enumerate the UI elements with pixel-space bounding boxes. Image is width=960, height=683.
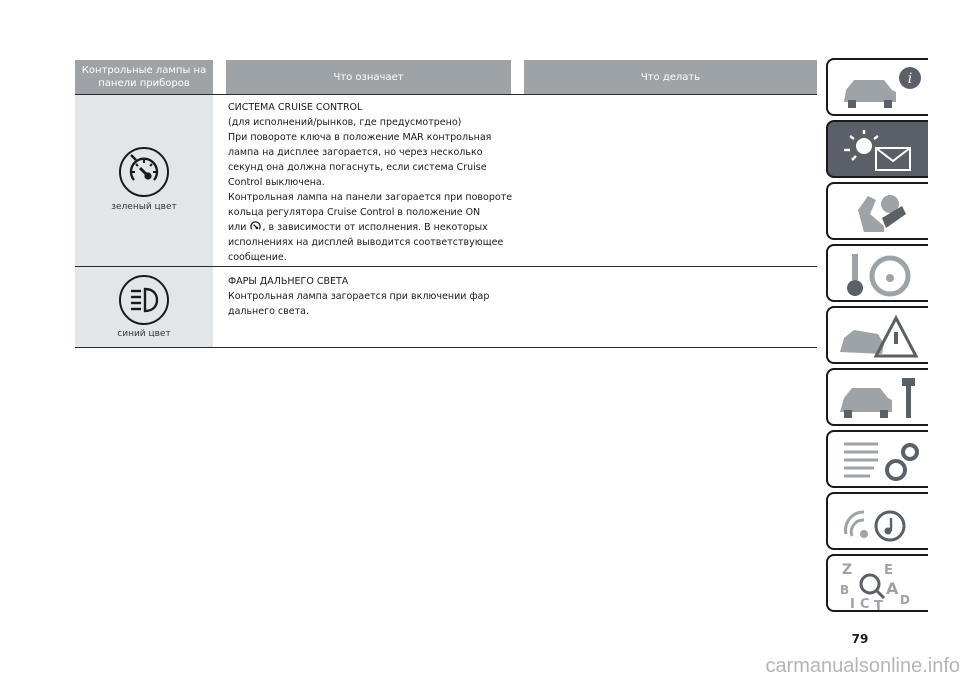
specs-gears-icon — [834, 436, 924, 486]
svg-text:D: D — [900, 593, 910, 607]
table-row-cruise-control — [75, 95, 817, 267]
svg-text:I: I — [850, 597, 855, 610]
table-row-high-beam — [75, 267, 817, 348]
car-wrench-icon — [834, 374, 924, 424]
tab-technical-data[interactable] — [826, 430, 928, 488]
car-info-icon — [834, 64, 924, 114]
svg-text:Z: Z — [842, 562, 853, 578]
description-line: дальнего света. — [228, 306, 309, 317]
tab-safety[interactable] — [826, 182, 928, 240]
tab-car-info[interactable] — [826, 58, 928, 116]
svg-text:E: E — [884, 563, 893, 578]
page-number: 79 — [851, 632, 869, 646]
cruise-control-inline-icon — [249, 220, 262, 233]
cruise-control-icon — [119, 147, 169, 197]
svg-text:B: B — [840, 583, 850, 597]
header-action: Что делать — [524, 60, 817, 94]
description-line: ФАРЫ ДАЛЬНЕГО СВЕТА — [228, 276, 349, 287]
warning-light-message-icon — [834, 126, 924, 176]
key-steering-wheel-icon — [834, 250, 924, 300]
color-label: зеленый цвет — [111, 202, 177, 212]
description-line: Control выключена. — [228, 177, 325, 188]
svg-text:i: i — [907, 71, 913, 87]
description-line: При повороте ключа в положение MAR контрольная — [228, 132, 492, 143]
description-line: сообщение. — [228, 252, 287, 263]
header-meaning: Что означает — [226, 60, 511, 94]
description-line: Контрольная лампа загорается при включении фар — [228, 291, 490, 302]
high-beam-description — [228, 274, 528, 319]
multimedia-music-icon — [834, 498, 924, 548]
description-text: или — [228, 222, 247, 233]
cruise-control-description — [228, 100, 528, 265]
description-text: , в зависимости от исполнения. В некоторых — [262, 222, 488, 233]
description-line — [228, 220, 528, 235]
seat-airbag-icon — [834, 188, 924, 238]
description-line: СИСТЕМА CRUISE CONTROL — [228, 102, 363, 113]
svg-text:T: T — [874, 599, 883, 610]
description-line: секунд она должна погаснуть, если система Cruise — [228, 162, 487, 173]
tab-emergency[interactable] — [826, 306, 928, 364]
description-line: кольца регулятора Cruise Control в положение ON — [228, 207, 481, 218]
car-crash-warning-icon — [834, 312, 924, 362]
description-line: лампа на дисплее загорается, но через несколько — [228, 147, 483, 158]
high-beam-icon — [119, 275, 169, 325]
header-lamps: Контрольные лампы на панели приборов — [75, 60, 213, 94]
tab-index[interactable] — [826, 554, 928, 612]
svg-text:A: A — [886, 579, 899, 598]
alphabet-index-icon — [834, 560, 924, 610]
row-divider — [75, 347, 817, 348]
svg-text:C: C — [860, 597, 870, 610]
tab-maintenance[interactable] — [826, 368, 928, 426]
footer-watermark: carmanualsonline.info — [765, 655, 960, 677]
tab-starting-driving[interactable] — [826, 244, 928, 302]
description-line: Контрольная лампа на панели загорается при повороте — [228, 192, 513, 203]
color-label: синий цвет — [117, 329, 171, 339]
description-line: исполнениях на дисплей выводится соответствующее — [228, 237, 504, 248]
description-line: (для исполнений/рынков, где предусмотрено) — [228, 117, 462, 128]
tab-warning-lights[interactable] — [826, 120, 928, 178]
tab-multimedia[interactable] — [826, 492, 928, 550]
